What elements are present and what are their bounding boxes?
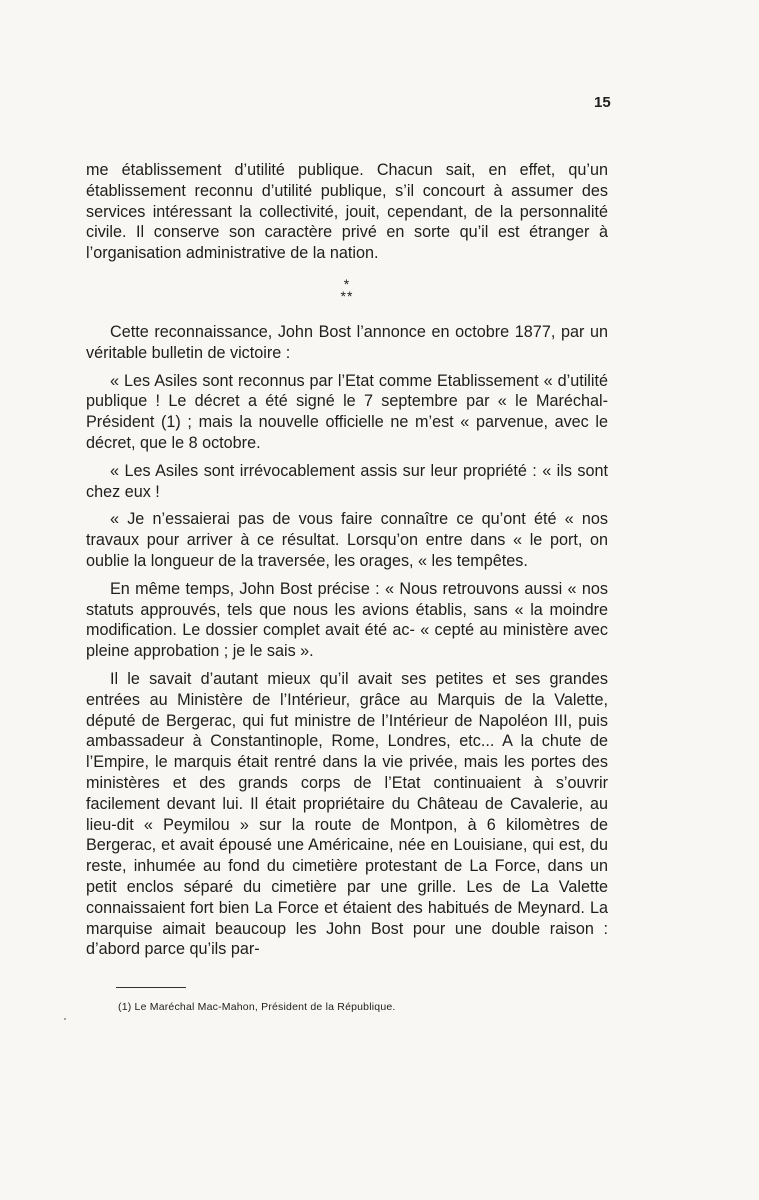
asterism-separator: * ** [340, 275, 354, 304]
quote-paragraph: « Les Asiles sont irrévocablement assis sur leur propriété : « ils sont chez eux ! [86, 461, 608, 501]
footnote-divider [116, 987, 186, 988]
quote-paragraph: « Les Asiles sont reconnus par l’Etat comme Etablissement « d’utilité publique ! Le décret a été signé le 7 septembre par « le Maréchal-Président (1) ; mais la nouvelle officielle ne m’est « parvenue, avec le décret, que le 8 octobre. [86, 371, 608, 452]
paragraph: Il le savait d’autant mieux qu’il avait ses petites et ses grandes entrées au Ministère de l’Intérieur, grâce au Marquis de la Valette, député de Bergerac, qui fut ministre de l’Intérieur de Napoléon III, puis ambassadeur à Constantinople, Rome, Londres, etc... A la chute de l’Empire, le marquis était rentré dans la vie privée, mais les portes des ministères et des grands corps de l’Etat continuaient à s’ouvrir facilement devant lui. Il était propriétaire du Château de Cavalerie, au lieu-dit « Peymilou » sur la route de Montpon, à 6 kilomètres de Bergerac, et avait épousé une Américaine, née en Louisiane, qui est, du reste, inhumée au fond du cimetière protestant de La Force, dans un petit enclos séparé du cimetière par une grille. Les de La Valette connaissaient fort bien La Force et étaient des habitués de Meynard. La marquise aimait beaucoup les John Bost pour une double raison : d’abord parce qu’ils par- [86, 669, 608, 959]
footnote: (1) Le Maréchal Mac-Mahon, Président de la République. [118, 1001, 396, 1013]
page-number: 15 [594, 94, 611, 111]
quote-paragraph: « Je n’essaierai pas de vous faire connaître ce qu’ont été « nos travaux pour arriver à ce résultat. Lorsqu’on entre dans « le port, on oublie la longueur de la traversée, les orages, « les tempêtes. [86, 510, 608, 570]
body-text [86, 160, 608, 960]
paragraph: Cette reconnaissance, John Bost l’annonce en octobre 1877, par un véritable bulletin de victoire : [86, 322, 608, 362]
paragraph: me établissement d’utilité publique. Chacun sait, en effet, qu’un établissement reconnu d’utilité publique, s’il concourt à assumer des services intéressant la collectivité, jouit, cependant, de la personnalité civile. Il conserve son caractère privé en sorte qu’il est étranger à l’organisation administrative de la nation. [86, 161, 608, 263]
paper-speck [64, 1018, 66, 1020]
paragraph: En même temps, John Bost précise : « Nous retrouvons aussi « nos statuts approuvés, tels que nous les avions établis, sans « la moindre modification. Le dossier complet avait été ac- « cepté au ministère avec pleine approbation ; je le sais ». [86, 579, 608, 661]
